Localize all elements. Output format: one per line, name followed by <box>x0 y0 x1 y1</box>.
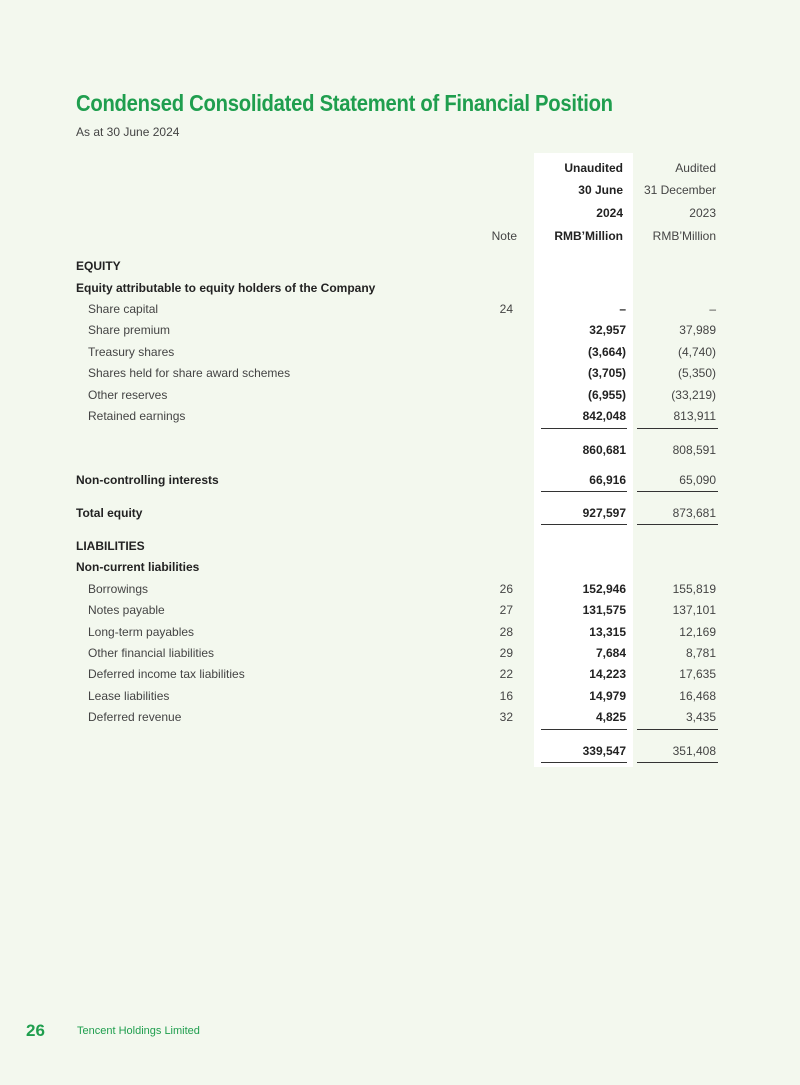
row-note: 16 <box>499 689 513 703</box>
table-row <box>76 300 716 318</box>
total-rule-current <box>541 524 627 525</box>
row-prior-value: 12,169 <box>679 625 716 639</box>
row-prior-value: 65,090 <box>679 473 716 487</box>
col-header-prior-unit: RMB’Million <box>652 229 716 243</box>
row-current-value: – <box>619 302 626 316</box>
row-label: Non-controlling interests <box>76 473 219 487</box>
row-label: Other financial liabilities <box>88 646 215 660</box>
row-current-value: (3,664) <box>587 345 626 359</box>
subsection-heading-non-current <box>76 558 716 576</box>
row-current-value: 927,597 <box>582 506 626 520</box>
table-row <box>76 623 716 641</box>
col-header-prior-year: 2023 <box>689 206 716 220</box>
row-note: 22 <box>499 667 513 681</box>
subtotal-rule-current <box>541 428 627 429</box>
row-current-value: (3,705) <box>587 366 626 380</box>
row-note: 27 <box>499 603 513 617</box>
total-rule-current <box>541 762 627 763</box>
row-label: Lease liabilities <box>88 689 170 703</box>
col-header-current-date: 30 June <box>578 183 623 197</box>
subtotal-rule-current <box>541 729 627 730</box>
row-prior-value: 37,989 <box>679 323 716 337</box>
subtotal-rule-current <box>541 491 627 492</box>
table-row <box>76 644 716 662</box>
row-prior-value: 3,435 <box>685 710 716 724</box>
subtotal-rule-prior <box>637 428 718 429</box>
row-prior-value: 8,781 <box>685 646 716 660</box>
page-number: 26 <box>26 1021 45 1040</box>
row-prior-value: 351,408 <box>672 744 716 758</box>
col-header-current-year: 2024 <box>596 206 623 220</box>
row-note: 32 <box>499 710 513 724</box>
table-row <box>76 687 716 705</box>
col-header-current-unit: RMB’Million <box>554 229 623 243</box>
row-label: Share premium <box>88 323 171 337</box>
table-row <box>76 321 716 339</box>
table-row <box>76 708 716 726</box>
row-label: Notes payable <box>88 603 165 617</box>
row-current-value: 842,048 <box>582 409 626 423</box>
total-row-equity <box>76 504 716 522</box>
subtotal-rule-prior <box>637 729 718 730</box>
table-row <box>76 665 716 683</box>
row-prior-value: 808,591 <box>672 443 716 457</box>
section-heading-equity <box>76 257 716 275</box>
total-rule-prior <box>637 762 718 763</box>
table-row <box>76 386 716 404</box>
company-name: Tencent Holdings Limited <box>77 1025 200 1037</box>
table-row <box>76 580 716 598</box>
row-current-value: 131,575 <box>582 603 626 617</box>
table-row <box>76 407 716 425</box>
row-prior-value: (5,350) <box>677 366 716 380</box>
row-prior-value: 873,681 <box>672 506 716 520</box>
row-label: Share capital <box>88 302 159 316</box>
row-current-value: 66,916 <box>589 473 626 487</box>
row-label: Non-current liabilities <box>76 560 200 574</box>
row-prior-value: (4,740) <box>677 345 716 359</box>
table-row <box>76 343 716 361</box>
row-current-value: 14,223 <box>589 667 626 681</box>
row-note: 24 <box>499 302 513 316</box>
page-title: Condensed Consolidated Statement of Financial Position <box>76 90 613 116</box>
col-header-prior-status: Audited <box>675 161 716 175</box>
row-prior-value: 813,911 <box>673 409 716 423</box>
row-prior-value: – <box>709 302 716 316</box>
row-note: 26 <box>499 582 513 596</box>
subtotal-row-equity-holders <box>76 441 716 459</box>
row-label: Borrowings <box>88 582 149 596</box>
col-header-note: Note <box>491 229 517 243</box>
page-subtitle: As at 30 June 2024 <box>76 125 180 139</box>
row-current-value: 339,547 <box>582 744 626 758</box>
row-label: EQUITY <box>76 259 121 273</box>
table-row <box>76 601 716 619</box>
row-current-value: 4,825 <box>595 710 626 724</box>
row-prior-value: 17,635 <box>679 667 716 681</box>
row-current-value: 152,946 <box>582 582 626 596</box>
row-label: Deferred income tax liabilities <box>88 667 245 681</box>
subtotal-row-non-current <box>76 742 716 760</box>
table-row-non-controlling <box>76 471 716 489</box>
row-label: Total equity <box>76 506 143 520</box>
row-label: LIABILITIES <box>76 539 145 553</box>
col-header-current-status: Unaudited <box>564 161 623 175</box>
row-current-value: 13,315 <box>589 625 626 639</box>
row-current-value: 860,681 <box>582 443 626 457</box>
subsection-heading-equity-holders <box>76 279 716 297</box>
row-label: Shares held for share award schemes <box>88 366 291 380</box>
row-current-value: 14,979 <box>589 689 626 703</box>
row-prior-value: (33,219) <box>671 388 716 402</box>
row-current-value: 32,957 <box>589 323 626 337</box>
table-row <box>76 364 716 382</box>
row-prior-value: 137,101 <box>672 603 716 617</box>
row-label: Deferred revenue <box>88 710 182 724</box>
row-note: 28 <box>499 625 513 639</box>
subtotal-rule-prior <box>637 491 718 492</box>
row-label: Retained earnings <box>88 409 186 423</box>
row-label: Treasury shares <box>88 345 175 359</box>
row-label: Equity attributable to equity holders of the Company <box>76 281 376 295</box>
row-label: Long-term payables <box>88 625 195 639</box>
row-note: 29 <box>499 646 513 660</box>
col-header-prior-date: 31 December <box>643 183 716 197</box>
row-label: Other reserves <box>88 388 168 402</box>
section-heading-liabilities <box>76 537 716 555</box>
row-prior-value: 16,468 <box>679 689 716 703</box>
total-rule-prior <box>637 524 718 525</box>
row-prior-value: 155,819 <box>672 582 716 596</box>
row-current-value: 7,684 <box>595 646 626 660</box>
row-current-value: (6,955) <box>587 388 626 402</box>
